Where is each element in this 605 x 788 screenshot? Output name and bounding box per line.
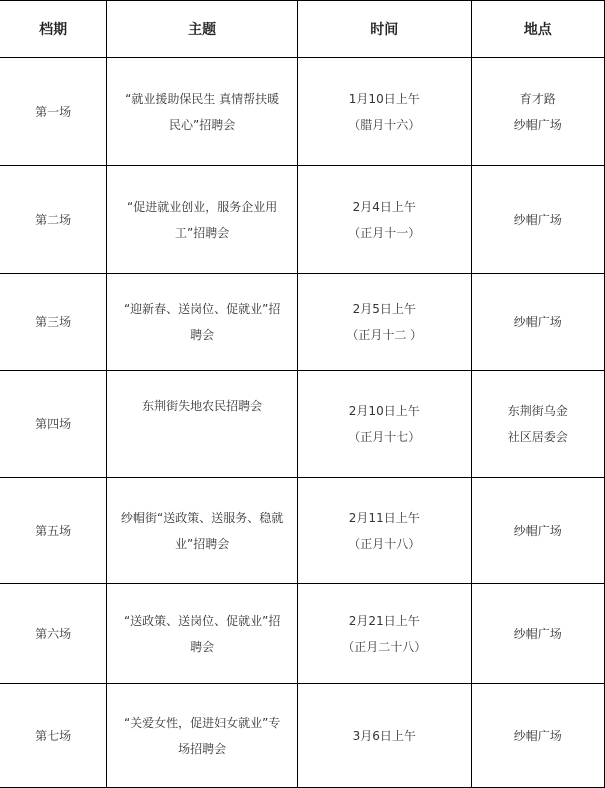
time-line: 3月6日上午: [352, 728, 416, 743]
theme-cell: [107, 371, 298, 478]
time-cell: [297, 166, 471, 274]
time-line: 2月4日上午: [352, 199, 416, 214]
header-time: 时间: [297, 1, 471, 58]
place-line: 纱帽广场: [513, 212, 562, 227]
header-session: 档期: [0, 1, 107, 58]
table-row: [0, 166, 605, 274]
table-row: [0, 478, 605, 584]
header-place: 地点: [471, 1, 604, 58]
session-cell: 第一场: [0, 58, 107, 166]
time-line: （正月十七）: [348, 430, 421, 444]
place-line: 纱帽广场: [513, 523, 562, 538]
table-row: [0, 274, 605, 371]
session-cell: 第三场: [0, 274, 107, 371]
theme-cell: [107, 166, 298, 274]
theme-line: 工”招聘会: [175, 225, 230, 240]
theme-line: “送政策、送岗位、促就业”招: [123, 613, 281, 628]
theme-line: 业”招聘会: [175, 536, 230, 551]
time-cell: [297, 58, 471, 166]
time-line: 1月10日上午: [348, 91, 420, 106]
place-line: 纱帽广场: [513, 728, 562, 743]
place-line: 社区居委会: [507, 430, 568, 444]
time-cell: [297, 274, 471, 371]
time-line: （正月二十八）: [342, 639, 427, 654]
table-row: [0, 371, 605, 478]
theme-line: 东荆街失地农民招聘会: [142, 399, 263, 413]
time-cell: [297, 371, 471, 478]
table-row: [0, 584, 605, 684]
theme-line: “就业援助保民生 真情帮扶暖: [125, 91, 280, 106]
time-line: （腊月十六）: [348, 117, 421, 132]
time-line: 2月11日上午: [348, 510, 420, 525]
theme-cell: [107, 584, 298, 684]
place-cell: [471, 371, 604, 478]
place-line: 纱帽广场: [513, 117, 562, 132]
theme-line: 场招聘会: [178, 741, 227, 756]
theme-line: 聘会: [190, 328, 215, 342]
session-cell: 第七场: [0, 684, 107, 788]
table-row: [0, 684, 605, 788]
time-line: 2月10日上午: [348, 404, 420, 418]
time-cell: [297, 584, 471, 684]
time-cell: [297, 478, 471, 584]
theme-line: 民心”招聘会: [169, 117, 236, 132]
place-line: 纱帽广场: [513, 315, 562, 329]
theme-line: 纱帽街“送政策、送服务、稳就: [121, 510, 284, 525]
header-theme: 主题: [107, 1, 298, 58]
theme-cell: [107, 274, 298, 371]
place-cell: [471, 274, 604, 371]
time-line: 2月21日上午: [348, 613, 420, 628]
time-line: （正月十一）: [348, 225, 421, 240]
time-line: （正月十二 ）: [346, 328, 423, 342]
place-cell: [471, 58, 604, 166]
place-line: 育才路: [519, 91, 556, 106]
place-line: 纱帽广场: [513, 626, 562, 641]
session-cell: 第六场: [0, 584, 107, 684]
theme-line: 聘会: [190, 639, 215, 654]
header-row: [0, 1, 605, 58]
place-cell: [471, 166, 604, 274]
place-cell: [471, 684, 604, 788]
theme-line: “关爱女性，促进妇女就业”专: [123, 715, 281, 730]
time-cell: [297, 684, 471, 788]
table-row: [0, 58, 605, 166]
place-cell: [471, 584, 604, 684]
place-line: 东荆街乌金: [507, 404, 568, 418]
session-cell: 第二场: [0, 166, 107, 274]
theme-cell: [107, 684, 298, 788]
theme-cell: [107, 478, 298, 584]
time-line: 2月5日上午: [352, 302, 416, 316]
theme-line: “迎新春、送岗位、促就业”招: [123, 302, 281, 316]
session-cell: 第五场: [0, 478, 107, 584]
theme-line: “促进就业创业，服务企业用: [127, 199, 278, 214]
session-cell: 第四场: [0, 371, 107, 478]
time-line: （正月十八）: [348, 536, 421, 551]
place-cell: [471, 478, 604, 584]
theme-cell: [107, 58, 298, 166]
